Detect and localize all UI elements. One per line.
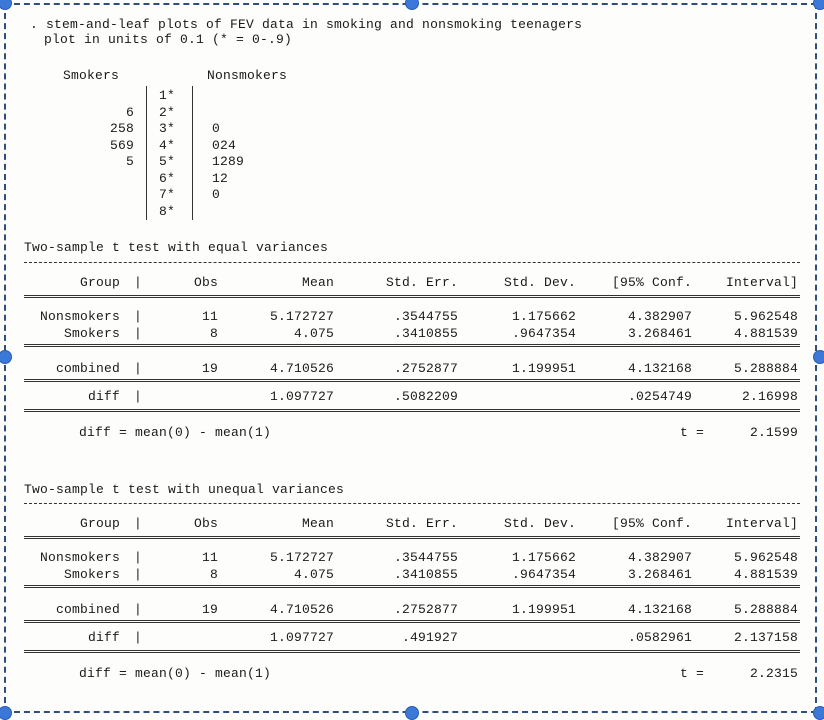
diff-formula: diff = mean(0) - mean(1) [79,425,272,440]
t-value: 2.2315 [749,666,798,681]
stem-value: 2* [159,104,176,120]
combined-row-col-5: 4.132168 [627,361,692,376]
table-row-0-col-2: 5.172727 [269,309,334,324]
table-row-0-col-0: Nonsmokers [39,309,120,324]
resize-handle-middle-right[interactable] [813,350,824,364]
table-row-1-col-6: 4.881539 [733,567,798,582]
table-header-col-5: [95% Conf. [611,275,692,290]
diff-row-col-0: diff [87,389,120,404]
table-header-col-1: Obs [193,516,218,531]
table-row-0-col-4: 1.175662 [511,309,576,324]
diff-row-col-2: 1.097727 [269,630,334,645]
table-header-col-5: [95% Conf. [611,516,692,531]
table-row-0-col-0: Nonsmokers [39,550,120,565]
stem-right-leaves: 024 [212,137,237,153]
stem-value: 8* [159,203,176,219]
row-separator: | [134,550,143,565]
combined-bottom-rule [24,379,800,382]
table-row-0-col-6: 5.962548 [733,550,798,565]
t-value: 2.1599 [749,425,798,440]
table-row-0-col-1: 11 [201,309,218,324]
table-row-1-col-0: Smokers [63,326,120,341]
header-separator: | [134,516,143,531]
table-row-0-col-3: .3544755 [393,550,458,565]
combined-separator: | [134,361,143,376]
diff-bottom-rule [24,409,800,412]
combined-row-col-1: 19 [201,602,218,617]
table-header-col-3: Std. Err. [385,275,458,290]
table-row-1-col-5: 3.268461 [627,326,692,341]
resize-handle-bottom-center[interactable] [405,706,419,720]
combined-row-col-2: 4.710526 [269,361,334,376]
table-row-0-col-6: 5.962548 [733,309,798,324]
stem-value: 6* [159,170,176,186]
stem-value: 4* [159,137,176,153]
table-top-rule [24,262,800,263]
combined-separator: | [134,602,143,617]
table-row-1-col-5: 3.268461 [627,567,692,582]
table-header-col-0: Group [79,275,120,290]
row-separator: | [134,309,143,324]
table-header-col-0: Group [79,516,120,531]
combined-row-col-3: .2752877 [393,602,458,617]
combined-row-col-2: 4.710526 [269,602,334,617]
diff-row-col-6: 2.16998 [741,389,798,404]
table-row-0-col-5: 4.382907 [627,309,692,324]
table-row-1-col-4: .9647354 [511,567,576,582]
table-header-col-6: Interval] [725,275,798,290]
table-row-0-col-2: 5.172727 [269,550,334,565]
header-bottom-rule [24,295,800,298]
stem-left-leaves: 258 [109,121,134,136]
combined-row-col-0: combined [55,361,120,376]
stem-right-bar [192,86,193,220]
table-header-col-2: Mean [301,275,334,290]
stem-right-leaves: 1289 [212,154,245,169]
stem-value: 7* [159,187,176,202]
rows-bottom-rule [24,344,800,347]
combined-row-col-1: 19 [201,361,218,376]
combined-row-col-5: 4.132168 [627,602,692,617]
header-separator: | [134,275,143,290]
equal-variance-title: Two-sample t test with equal variances [24,240,329,255]
combined-row-col-4: 1.199951 [511,602,576,617]
resize-handle-bottom-right[interactable] [813,706,824,720]
unequal-variance-title: Two-sample t test with unequal variances [24,482,345,497]
t-label: t = [680,425,705,440]
stem-right-leaves: 12 [212,170,229,186]
table-header-col-2: Mean [301,516,334,531]
diff-row-col-5: .0582961 [627,630,692,645]
combined-row-col-3: .2752877 [393,361,458,376]
table-row-0-col-4: 1.175662 [511,550,576,565]
diff-row-col-3: .5082209 [393,389,458,404]
row-separator: | [134,567,143,582]
combined-row-col-4: 1.199951 [511,361,576,376]
table-row-1-col-2: 4.075 [293,567,334,582]
diff-row-col-2: 1.097727 [269,389,334,404]
diff-bottom-rule [24,650,800,653]
header-line-1: . stem-and-leaf plots of FEV data in smoking and nonsmoking teenagers [30,17,583,32]
table-row-1-col-3: .3410855 [393,567,458,582]
nonsmokers-label: Nonsmokers [207,68,288,83]
diff-row-col-6: 2.137158 [733,630,798,645]
rows-bottom-rule [24,585,800,588]
diff-formula: diff = mean(0) - mean(1) [79,666,272,681]
table-row-1-col-3: .3410855 [393,326,458,341]
table-header-col-1: Obs [193,275,218,290]
stem-left-leaves: 5 [125,154,134,169]
stem-left-bar [146,86,147,220]
table-row-0-col-5: 4.382907 [627,550,692,565]
combined-bottom-rule [24,620,800,623]
table-row-1-col-0: Smokers [63,567,120,582]
stem-value: 3* [159,121,176,136]
stem-left-leaves: 569 [109,137,134,153]
table-header-col-3: Std. Err. [385,516,458,531]
stem-value: 5* [159,154,176,169]
combined-row-col-6: 5.288884 [733,602,798,617]
stem-right-leaves: 0 [212,121,221,136]
table-row-1-col-2: 4.075 [293,326,334,341]
table-header-col-4: Std. Dev. [503,516,576,531]
smokers-label: Smokers [63,68,120,83]
row-separator: | [134,326,143,341]
table-row-0-col-3: .3544755 [393,309,458,324]
stem-value: 1* [159,88,176,103]
table-row-1-col-6: 4.881539 [733,326,798,341]
resize-handle-bottom-left[interactable] [0,706,12,720]
combined-row-col-6: 5.288884 [733,361,798,376]
table-header-col-4: Std. Dev. [503,275,576,290]
diff-separator: | [134,389,143,404]
t-label: t = [680,666,705,681]
diff-separator: | [134,630,143,645]
header-line-2: plot in units of 0.1 (* = 0-.9) [44,32,293,47]
table-row-0-col-1: 11 [201,550,218,565]
table-top-rule [24,503,800,504]
table-row-1-col-4: .9647354 [511,326,576,341]
diff-row-col-5: .0254749 [627,389,692,404]
table-row-1-col-1: 8 [209,326,218,341]
header-bottom-rule [24,536,800,539]
stem-right-leaves: 0 [212,187,221,202]
stem-left-leaves: 6 [125,104,134,120]
table-header-col-6: Interval] [725,516,798,531]
table-row-1-col-1: 8 [209,567,218,582]
combined-row-col-0: combined [55,602,120,617]
diff-row-col-0: diff [87,630,120,645]
diff-row-col-3: .491927 [401,630,458,645]
